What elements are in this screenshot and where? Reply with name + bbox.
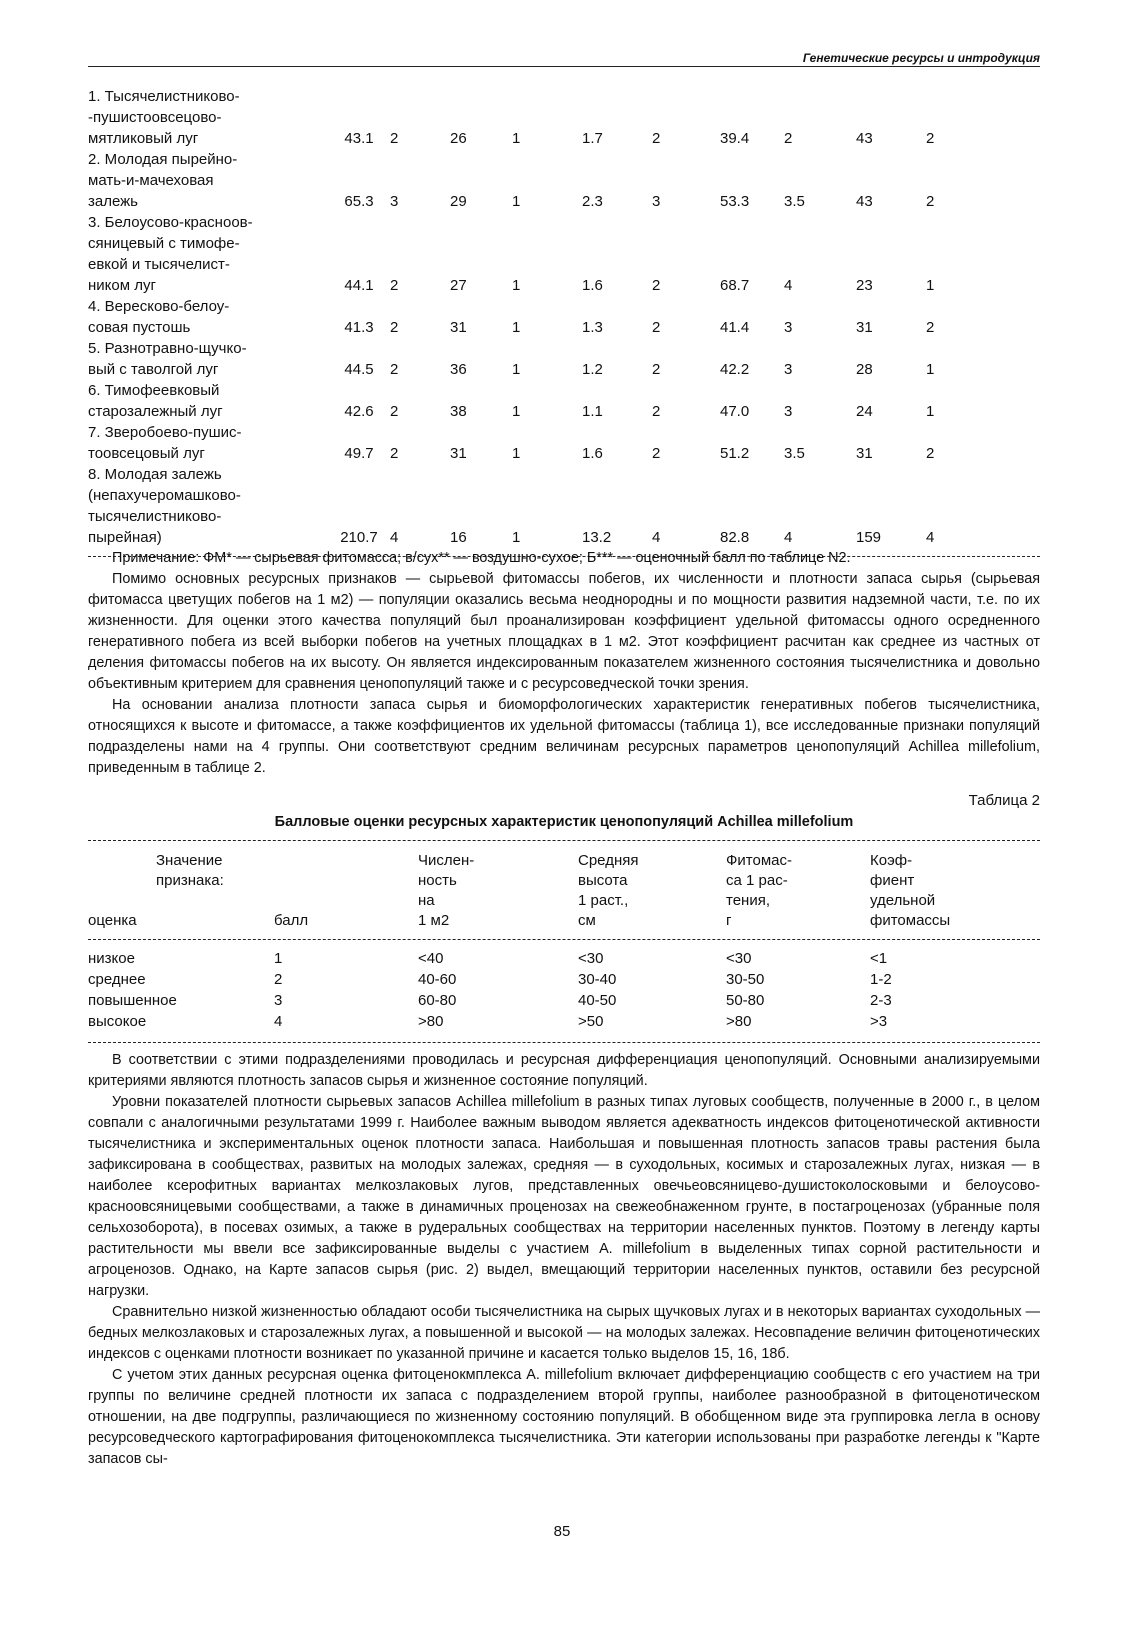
table1-cell: 2 (390, 361, 399, 378)
page-number: 85 (553, 1523, 571, 1540)
table2-cell: 1-2 (870, 971, 892, 988)
table1-row-name: 8. Молодая залежь (непахучеромашково- тысячелистниково- пырейная) (88, 466, 241, 546)
table2-cell: низкое (88, 950, 135, 967)
table2-cell: 30-40 (578, 971, 617, 988)
table1-cell: 29 (450, 193, 467, 210)
table1-cell: 3 (784, 403, 793, 420)
table1-cell: 44.5 (344, 361, 374, 378)
table1-cell: 41.3 (344, 319, 374, 336)
table1-cell: 49.7 (344, 445, 374, 462)
header-fitomassa: Фитомас- са 1 рас- тения, г (726, 852, 792, 929)
table2-cell: <1 (870, 950, 888, 967)
table1-cell: 44.1 (344, 277, 374, 294)
table1-cell: 1.6 (582, 277, 603, 294)
table2-cell: 2 (274, 971, 283, 988)
table1-row (88, 338, 1040, 380)
table1-cell: 1 (512, 319, 521, 336)
table1-cell: 38 (450, 403, 467, 420)
table1-cell: 2.3 (582, 193, 603, 210)
table1-cell: 2 (926, 319, 935, 336)
table1-cell: 1 (926, 361, 935, 378)
table1-cell: 1 (512, 130, 521, 147)
table1-cell: 42.2 (720, 361, 750, 378)
table1-row (88, 296, 1040, 338)
header-vysota: Средняя высота 1 раст., см (578, 852, 639, 929)
table1-row (88, 212, 1040, 296)
table1-rows (88, 86, 1040, 548)
table1-cell: 1.6 (582, 445, 603, 462)
table1-cell: 1 (512, 403, 521, 420)
table1-cell: 51.2 (720, 445, 750, 462)
table1-cell: 1 (926, 277, 935, 294)
table1-cell: 26 (450, 130, 467, 147)
table1-cell: 82.8 (720, 529, 750, 546)
table1-row-name: 4. Вересково-белоу- совая пустошь (88, 298, 230, 336)
table1-cell: 3 (652, 193, 661, 210)
paragraph: Уровни показателей плотности сырьевых запасов Achillea millefolium в разных типах луговых сообществ, полученные в 2000 г., в целом совпали с аналогичными результатами 1999 г. Наиболее важным выводом является адекватность индексов фитоценотической активности тысячелистника и экспериментальных оценок плотности запаса. Наибольшая и повышенная плотность запасов травы растения была зафиксирована в сообществах, развитых на молодых залежах, средняя — в суходольных, косимых и старозалежных лугах, низкая — в наиболее ксерофитных вариантах мелкозлаковых лугов, представленных овечьеовсяницево-душистоколосковыми и белоусово-красноовсяницевыми сообществами, а также в динамичных проценозах на свежеобнаженном грунте, в постагроценозах (убранные поля сельхозоборота), в посевах озимых, а также в рудеральных сообществах на территории населенных пунктов. Поэтому в легенду карты растительности мы ввели все зафиксированные выделы с участием A. millefolium в выделенных типах сорной растительности и агроценозов. Однако, на Карте запасов сырья (рис. 2) выдел, вмещающий территории населенных пунктов, оставили без ресурсной нагрузки. (88, 1094, 1040, 1299)
table2-row (88, 1011, 1040, 1032)
table1-cell: 1 (926, 403, 935, 420)
table2-cell: 1 (274, 950, 283, 967)
header-chislennost: Числен- ность на 1 м2 (418, 852, 475, 929)
table1-cell: 23 (856, 277, 873, 294)
table1-cell: 3 (784, 361, 793, 378)
table1-cell: 1 (512, 193, 521, 210)
table2-cell: 60-80 (418, 992, 457, 1009)
table1-cell: 1.2 (582, 361, 603, 378)
table2-cell: >80 (726, 1013, 752, 1030)
table2-cell: <30 (578, 950, 604, 967)
table1-cell: 3.5 (784, 445, 805, 462)
table1-cell: 43.1 (344, 130, 374, 147)
table1-cell: 1.3 (582, 319, 603, 336)
table1-cell: 2 (652, 319, 661, 336)
table1-cell: 2 (390, 130, 399, 147)
table2-cell: <30 (726, 950, 752, 967)
table1-cell: 210.7 (340, 529, 378, 546)
table1-cell: 4 (390, 529, 399, 546)
table2-row (88, 990, 1040, 1011)
table1-cell: 2 (652, 403, 661, 420)
table1-cell: 159 (856, 529, 882, 546)
table1-cell: 43 (856, 130, 873, 147)
paragraph: С учетом этих данных ресурсная оценка фитоценокмплекса A. millefolium включает дифференциацию сообществ с его участием на три группы по величине средней плотности их запаса с подразделением второй группы, наиболее разнообразной в фитоценотическом отношении, на две подгруппы, различающиеся по жизненному состоянию популяций. В обобщенном виде эта группировка легла в основу ресурсоведческого картографирования фитоценокомплекса тысячелистника. Эти категории использованы при разработке легенды к "Карте запасов сы- (88, 1367, 1040, 1467)
table1-cell: 42.6 (344, 403, 374, 420)
paragraph: Помимо основных ресурсных признаков — сырьевой фитомассы побегов, их численности и плотности запаса сырья (сырьевая фитомасса цветущих побегов на 1 м2) — популяции оказались весьма неоднородны и по мощности развития надземной части, т.е. по их жизненности. Для оценки этого качества популяций был проанализирован коэффициент удельной фитомассы одного осредненного генеративного побега из всей выборки побегов на учетных площадках в 1 м2. Этот коэффициент расчитан как среднее из частных от деления фитомассы побегов на их высоту. Он является индексированным показателем жизненного состояния тысячелистника и довольно объективным критерием для сравнения ценопопуляций также и с ресурсоведческой точки зрения. (88, 571, 1040, 692)
table2-cell: <40 (418, 950, 444, 967)
table1-cell: 2 (652, 445, 661, 462)
table1-row (88, 464, 1040, 548)
header-ball: балл (274, 912, 309, 929)
table1-row-name: 2. Молодая пырейно- мать-и-мачеховая залежь (88, 151, 238, 210)
table2-body (88, 940, 1040, 1042)
paragraph: Сравнительно низкой жизненностью обладают особи тысячелистника на сырых щучковых лугах и в некоторых вариантах суходольных — бедных мелкозлаковых и старозалежных лугах, а повышенной и высокой — на молодых залежах. Несовпадение величин фитоценотических индексов с оценками плотности возникает по указанной причине и касается только выделов 15, 16, 18б. (88, 1304, 1040, 1362)
table2-cell: >80 (418, 1013, 444, 1030)
table1-cell: 1.7 (582, 130, 603, 147)
table2-title: Балловые оценки ресурсных характеристик ценопопуляций Achillea millefolium (274, 814, 854, 830)
table1-cell: 2 (390, 319, 399, 336)
table2-cell: >50 (578, 1013, 604, 1030)
table1-row (88, 380, 1040, 422)
table2-cell: >3 (870, 1013, 888, 1030)
table1-cell: 2 (926, 193, 935, 210)
table2-cell: 30-50 (726, 971, 765, 988)
header-znachenie: Значение (156, 852, 223, 869)
table2-row (88, 969, 1040, 990)
table1-cell: 4 (784, 277, 793, 294)
table1-row-name: 6. Тимофеевковый старозалежный луг (88, 382, 223, 420)
table1-cell: 1 (512, 445, 521, 462)
table1-cell: 2 (652, 130, 661, 147)
table1-cell: 28 (856, 361, 873, 378)
header-priznaka: признака: (156, 872, 224, 889)
table2-cell: высокое (88, 1013, 147, 1030)
table1-row-name: 5. Разнотравно-щучко- вый с таволгой луг (88, 340, 247, 378)
table1-cell: 2 (652, 361, 661, 378)
table1-cell: 2 (926, 445, 935, 462)
table1-cell: 2 (390, 277, 399, 294)
table2-cell: 3 (274, 992, 283, 1009)
table1-cell: 31 (856, 319, 873, 336)
header-ocenka: оценка (88, 912, 137, 929)
table1-cell: 2 (784, 130, 793, 147)
table1-cell: 1 (512, 529, 521, 546)
table1-cell: 1.1 (582, 403, 603, 420)
paragraph: На основании анализа плотности запаса сырья и биоморфологических характеристик генеративных побегов тысячелистника, относящихся к высоте и фитомассе, а также коэффициентов их удельной фитомассы (таблица 1), все исследованные признаки популяций подразделены нами на 4 группы. Они соответствуют средним величинам ресурсных параметров ценопопуляций Achillea millefolium, приведенным в таблице 2. (88, 697, 1040, 776)
table1-cell: 3.5 (784, 193, 805, 210)
table2-label: Таблица 2 (968, 792, 1040, 809)
table1-row-name: 1. Тысячелистниково- -пушистоовсецово- мятликовый луг (88, 88, 240, 147)
running-header: Генетические ресурсы и интродукция (88, 52, 1040, 67)
table1-row-name: 3. Белоусово-красноов- сяницевый с тимофе- евкой и тысячелист- ником луг (88, 214, 253, 294)
text-block-1 (88, 548, 1040, 779)
table1-cell: 4 (926, 529, 935, 546)
table1-cell: 31 (856, 445, 873, 462)
table1-cell: 3 (390, 193, 399, 210)
table1-cell: 36 (450, 361, 467, 378)
header-koefficient: Коэф- фиент удельной фитомассы (870, 852, 951, 929)
table1-cell: 68.7 (720, 277, 750, 294)
table2-cell: среднее (88, 971, 146, 988)
table2-cell: 40-60 (418, 971, 457, 988)
table1-note: Примечание: ФМ* — сырьевая фитомасса; в/сух** — воздушно-сухое; Б*** — оценочный балл по таблице N2. (112, 550, 851, 566)
table1-row (88, 422, 1040, 464)
table1-row (88, 86, 1040, 149)
table1-cell: 1 (512, 361, 521, 378)
table2-cell: повышенное (88, 992, 177, 1009)
table2-row (88, 948, 1040, 969)
table1-cell: 2 (926, 130, 935, 147)
table1-cell: 2 (652, 277, 661, 294)
table1-row (88, 149, 1040, 212)
table1-cell: 27 (450, 277, 467, 294)
table2-cell: 50-80 (726, 992, 765, 1009)
table2-header-first (88, 851, 418, 933)
table1-cell: 39.4 (720, 130, 750, 147)
table2 (88, 840, 1040, 1043)
table1-cell: 41.4 (720, 319, 750, 336)
table2-bottom-rule (88, 1042, 1040, 1043)
table1-cell: 53.3 (720, 193, 750, 210)
table1-cell: 31 (450, 319, 467, 336)
table2-cell: 4 (274, 1013, 283, 1030)
table1-cell: 47.0 (720, 403, 750, 420)
table1-cell: 2 (390, 445, 399, 462)
table1-cell: 43 (856, 193, 873, 210)
text-block-2 (88, 1050, 1040, 1470)
table1-cell: 1 (512, 277, 521, 294)
table1-cell: 13.2 (582, 529, 612, 546)
table2-cell: 2-3 (870, 992, 892, 1009)
table2-header (88, 841, 1040, 939)
table1-cell: 2 (390, 403, 399, 420)
table1-cell: 4 (784, 529, 793, 546)
paragraph: В соответствии с этими подразделениями проводилась и ресурсная дифференциация ценопопуляций. Основными анализируемыми критериями являются плотность запасов сырья и жизненное состояние популяций. (88, 1052, 1040, 1089)
table1-fragment (88, 86, 1040, 557)
table1-cell: 65.3 (344, 193, 374, 210)
table1-cell: 4 (652, 529, 661, 546)
table1-cell: 3 (784, 319, 793, 336)
table1-row-name: 7. Зверобоево-пушис- тоовсецовый луг (88, 424, 242, 462)
table1-cell: 31 (450, 445, 467, 462)
table2-cell: 40-50 (578, 992, 617, 1009)
table1-cell: 24 (856, 403, 873, 420)
table1-cell: 16 (450, 529, 467, 546)
